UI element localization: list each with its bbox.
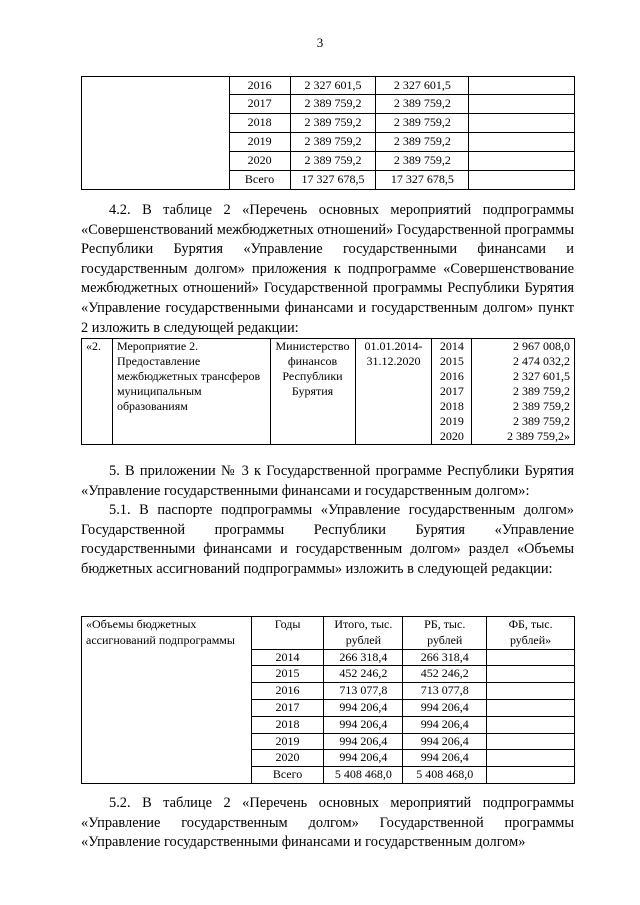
page-number: 3 (316, 35, 324, 50)
table-row: Всего 5 408 468,0 5 408 468,0 (82, 767, 575, 784)
table-row: 2015 452 246,2 452 246,2 (82, 666, 575, 683)
years-list: 2014 2015 2016 2017 2018 2019 2020 (432, 339, 472, 445)
table-header-row: «Объемы бюджетных ассигнований подпрограммы Годы Итого, тыс. рублей РБ, тыс. рублей ФБ, тыс. рублей» (82, 617, 575, 650)
table-row: 2018 994 206,4 994 206,4 (82, 716, 575, 733)
table-row: 2018 2 389 759,2 2 389 759,2 (82, 114, 575, 133)
table-row: «2. Мероприятие 2. Предоставление межбюджетных трансферов муниципальным образованиям Министерство финансов Республики Бурятия 01.01.2014-31.12.2020 2014 2015 2016 2017 2018 2019 2020 2 967 008,0 2 474 032,2 2 327 601,5 2 389 759,2 2 389 759,2 2 389 759,2 2 389 759,2» (82, 339, 575, 445)
table-row: 2019 994 206,4 994 206,4 (82, 733, 575, 750)
table-row: 2017 2 389 759,2 2 389 759,2 (82, 95, 575, 114)
paragraph-5-2: 5.2. В таблице 2 «Перечень основных мероприятий подпрограммы «Управление государственным долгом» Государственной программы «Управление государственными финансами и государственным долгом» (81, 795, 574, 851)
table-row: 2014 266 318,4 266 318,4 (82, 649, 575, 666)
table-row: 2016 713 077,8 713 077,8 (82, 683, 575, 700)
table-row: 2020 994 206,4 994 206,4 (82, 750, 575, 767)
table-row: 2016 2 327 601,5 2 327 601,5 (82, 77, 575, 95)
amounts-list: 2 967 008,0 2 474 032,2 2 327 601,5 2 389 759,2 2 389 759,2 2 389 759,2 2 389 759,2» (472, 339, 575, 445)
table-row: 2019 2 389 759,2 2 389 759,2 (82, 133, 575, 152)
paragraph-4-2: 4.2. В таблице 2 «Перечень основных мероприятий подпрограммы «Совершенствований межбюджетных отношений» Государственной программы Республики Бурятия «Управление государственными финансами и государственным долгом» приложения к подпрограмме «Совершенствование межбюджетных отношений» Государственной программы Республики Бурятия «Управление государственными финансами и государственным долгом» пункт 2 изложить в следующей редакции: (81, 202, 574, 336)
table-row: 2017 994 206,4 994 206,4 (82, 699, 575, 716)
funding-table-continued (81, 76, 575, 190)
empty-label-cell (82, 77, 230, 190)
budget-allocations-table (81, 616, 575, 784)
table-row: 2020 2 389 759,2 2 389 759,2 (82, 152, 575, 171)
table-row: Всего 17 327 678,5 17 327 678,5 (82, 171, 575, 190)
event-table (81, 338, 575, 445)
paragraph-5: 5. В приложении № 3 к Государственной программе Республики Бурятия «Управление государственными финансами и государственным долгом»: 5.1. В паспорте подпрограммы «Управление государственным долгом» Государственной программы Республики Бурятия «Управление государственными финансами и государственным долгом» раздел «Объемы бюджетных ассигнований подпрограммы» изложить в следующей редакции: (81, 463, 574, 577)
